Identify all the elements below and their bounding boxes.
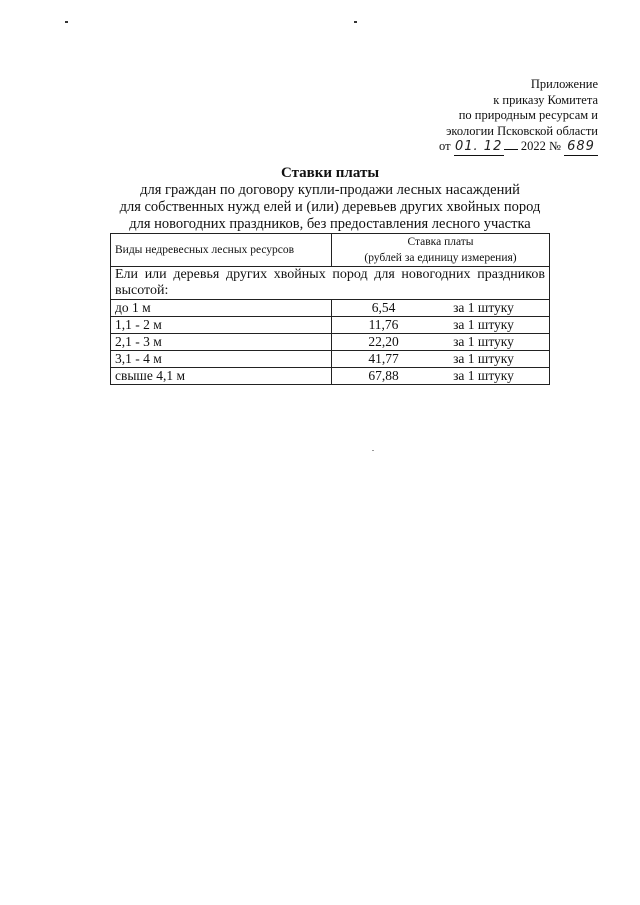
appendix-line: по природным ресурсам и <box>458 108 598 122</box>
appendix-block <box>420 77 598 156</box>
rate-cell <box>332 334 550 351</box>
order-year: 2022 <box>520 139 546 153</box>
table-row <box>111 334 550 351</box>
handwritten-date: 01. 12 <box>455 139 503 154</box>
rate-cell <box>332 300 550 317</box>
rate-value: 6,54 <box>371 300 396 315</box>
rate-unit: за 1 штуку <box>453 368 514 383</box>
table-header-row <box>111 234 550 267</box>
appendix-line: к приказу Комитета <box>493 92 598 107</box>
number-sign: № <box>548 139 561 153</box>
rate-value: 67,88 <box>368 368 399 383</box>
rate-unit: за 1 штуку <box>453 334 514 349</box>
height-range: 1,1 - 2 м <box>111 317 332 334</box>
header-rate-unit: (рублей за единицу измерения) <box>364 252 517 264</box>
header-resource-type: Виды недревесных лесных ресурсов <box>111 234 332 267</box>
subtitle-line: для граждан по договору купли-продажи лесных насаждений <box>140 182 520 198</box>
date-prefix: от <box>439 139 451 153</box>
appendix-line: Приложение <box>530 77 598 91</box>
header-rate <box>332 234 550 267</box>
rate-cell <box>332 368 550 385</box>
height-range: до 1 м <box>111 300 332 317</box>
subtitle-line: для собственных нужд елей и (или) деревьев других хвойных пород <box>119 199 541 215</box>
date-underline <box>504 149 518 150</box>
section-heading: Ели или деревья других хвойных пород для новогодних праздников высотой: <box>111 267 550 300</box>
table-row <box>111 300 550 317</box>
document-title: Ставки платы <box>280 165 380 181</box>
section-row <box>111 267 550 300</box>
rate-unit: за 1 штуку <box>453 317 514 332</box>
rate-unit: за 1 штуку <box>453 351 514 366</box>
appendix-date-line <box>420 139 598 156</box>
rates-table <box>110 233 550 385</box>
rate-value: 41,77 <box>368 351 399 366</box>
table-row <box>111 351 550 368</box>
title-block <box>100 164 560 233</box>
number-blank <box>564 139 598 156</box>
scan-speck <box>372 450 374 451</box>
height-range: 3,1 - 4 м <box>111 351 332 368</box>
table-row <box>111 368 550 385</box>
handwritten-number: 689 <box>567 139 595 154</box>
height-range: 2,1 - 3 м <box>111 334 332 351</box>
date-blank <box>454 139 504 156</box>
table-row <box>111 317 550 334</box>
scan-speck <box>354 21 357 23</box>
height-range: свыше 4,1 м <box>111 368 332 385</box>
rate-value: 22,20 <box>368 334 399 349</box>
scan-speck <box>65 21 68 23</box>
appendix-line: экологии Псковской области <box>446 123 598 138</box>
header-rate-title: Ставка платы <box>407 236 474 248</box>
subtitle-line: для новогодних праздников, без предоставления лесного участка <box>129 216 531 232</box>
rate-cell <box>332 317 550 334</box>
rate-value: 11,76 <box>368 317 399 332</box>
rate-unit: за 1 штуку <box>453 300 514 315</box>
rate-cell <box>332 351 550 368</box>
